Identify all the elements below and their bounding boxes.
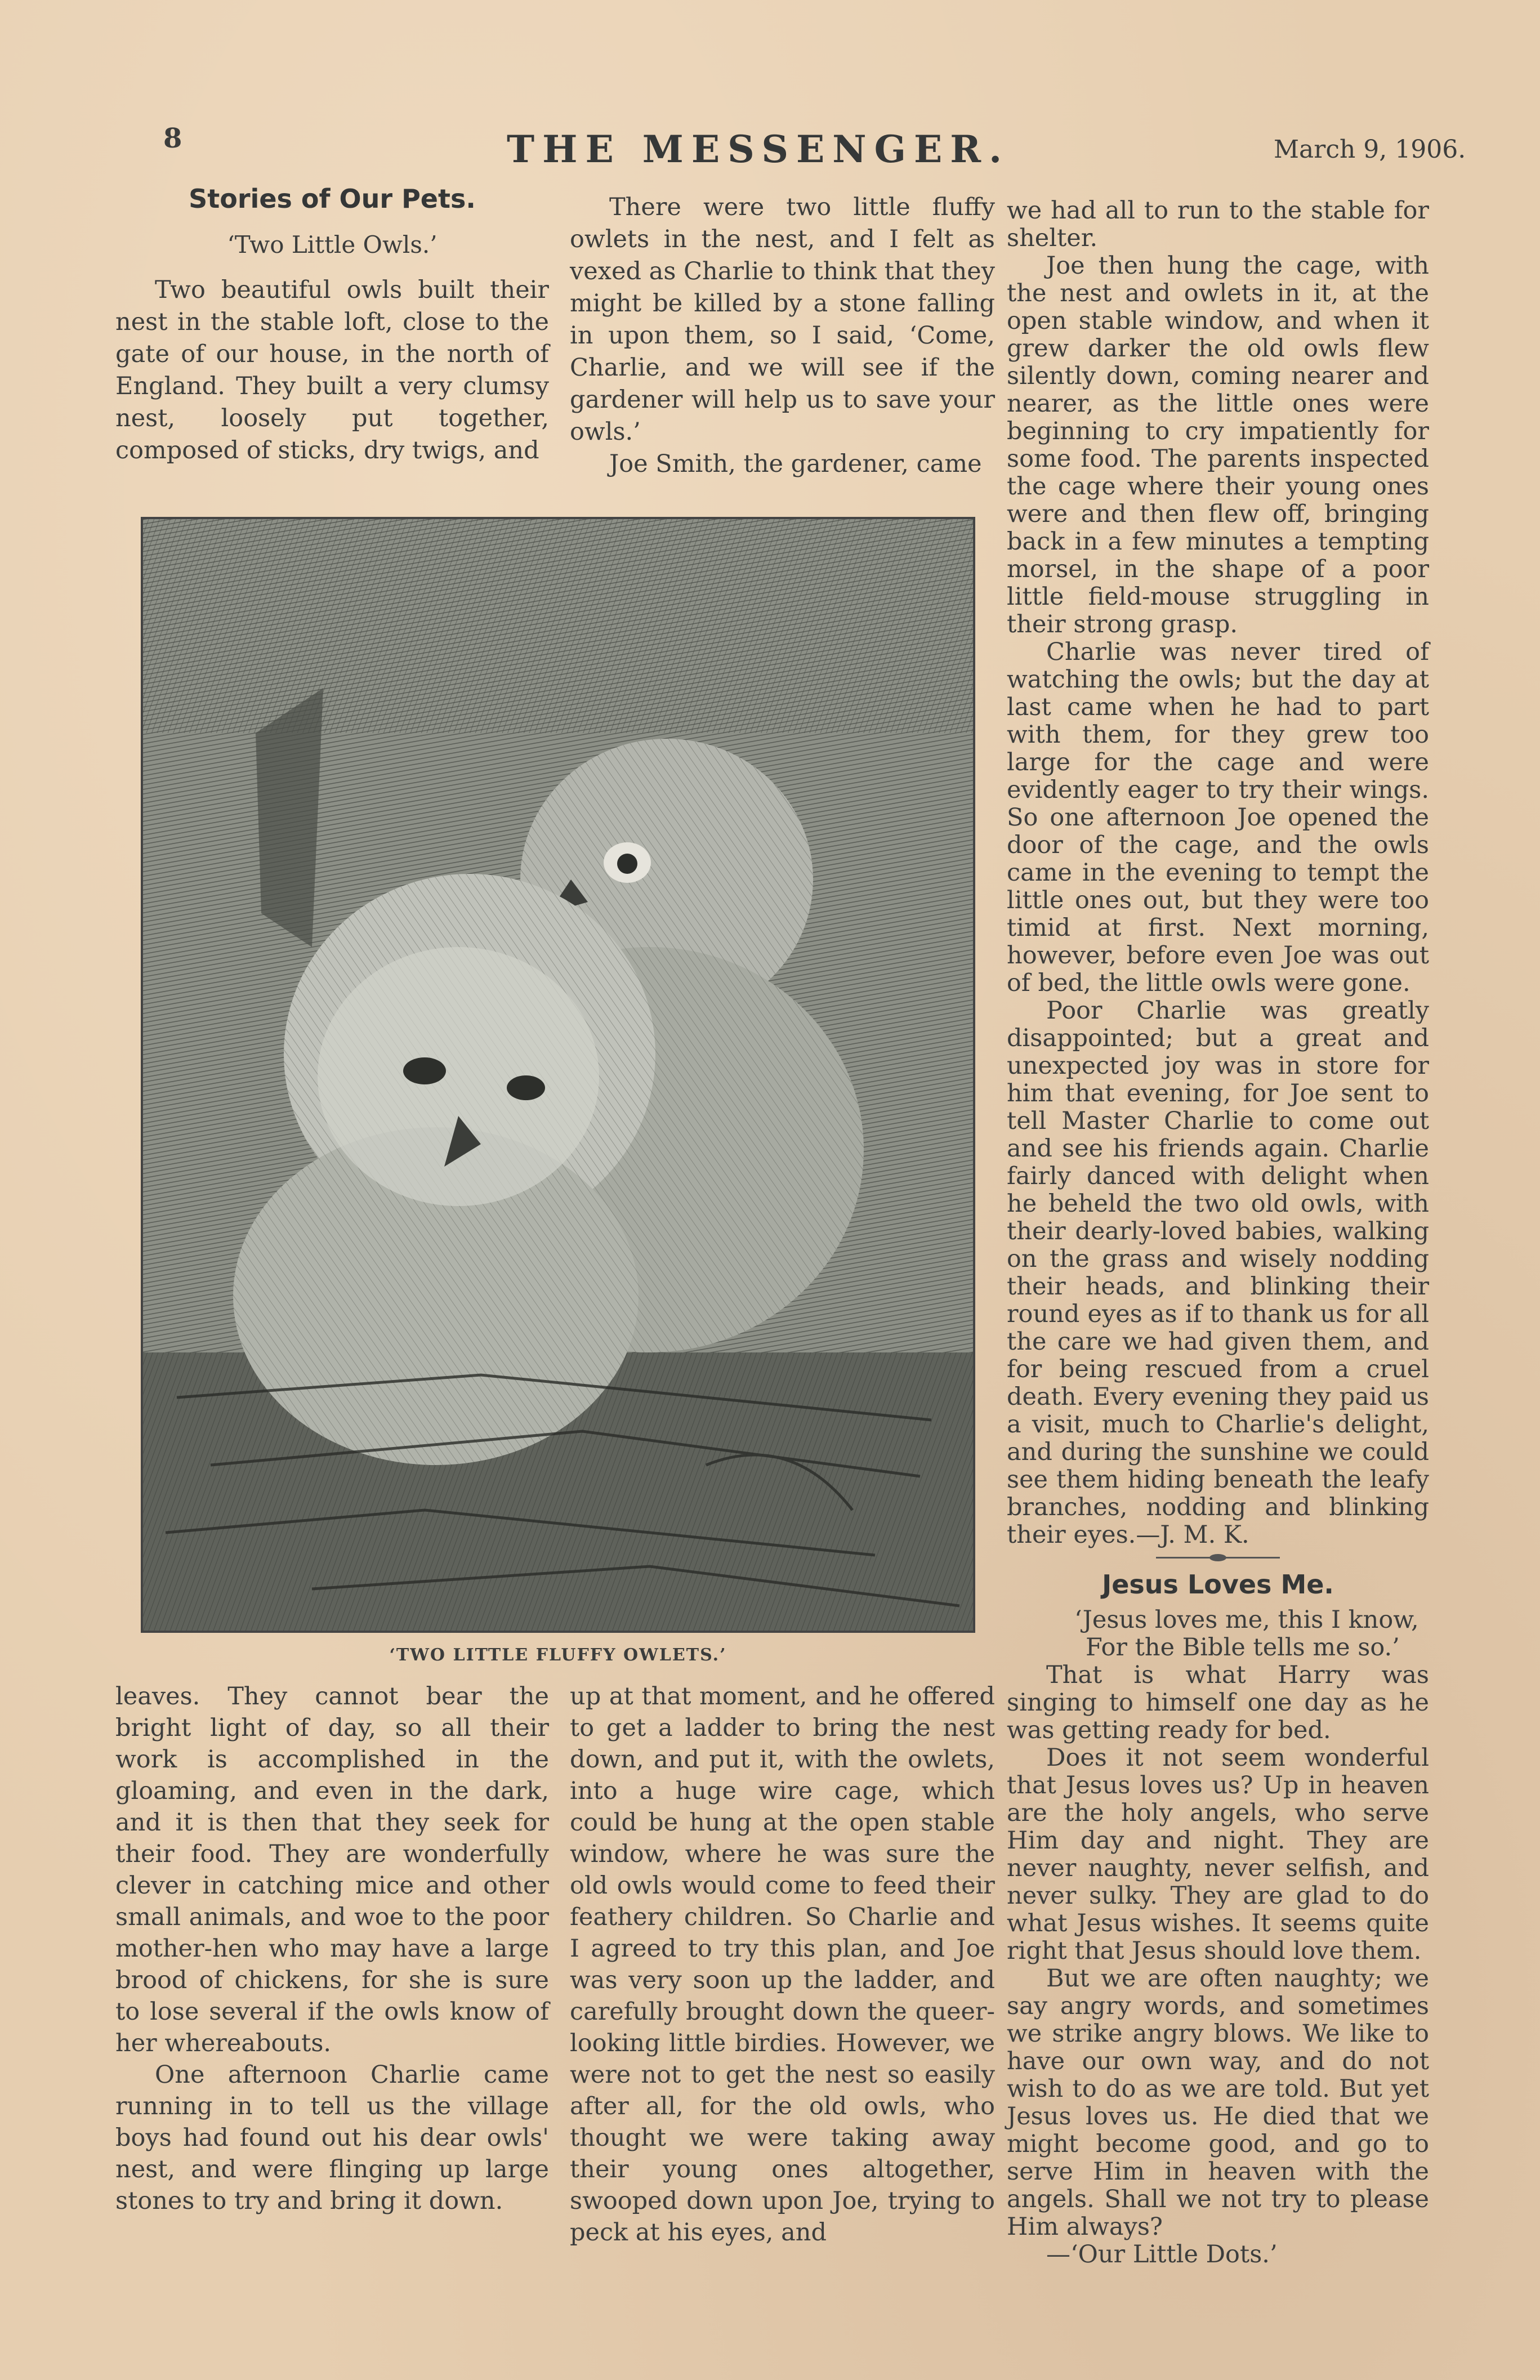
paragraph: One afternoon Charlie came running in to tell us the village boys had found out his dear owls' nest, and were flinging up large stones to try and bring it down. [115, 2061, 549, 2215]
masthead-title: THE MESSENGER. [507, 127, 1010, 171]
poem-line: ‘Jesus loves me, this I know, [1074, 1606, 1419, 1634]
paragraph: Joe then hung the cage, with the nest and owlets in it, at the open stable window, and when it grew darker the old owls flew silently down, coming nearer and nearer, as the little ones were beginning to cry impatiently for some food. The parents inspected the cage where their young ones were and then flew off, bringing back in a few minutes a tempting morsel, in the shape of a poor little field-mouse struggling in their strong grasp. [1007, 252, 1429, 638]
paragraph: There were two little fluffy owlets in the nest, and I felt as vexed as Charlie to think that they might be killed by a stone falling in upon them, so I said, ‘Come, Charlie, and we will see if the gardener will help us to save your owls.’ [570, 193, 995, 446]
paragraph: Two beautiful owls built their nest in the stable loft, close to the gate of our house, in the north of England. They built a very clumsy nest, loosely put together, composed of sticks, dry twigs, and [115, 276, 549, 465]
poem-line: For the Bible tells me so.’ [1086, 1633, 1400, 1662]
paragraph: we had all to run to the stable for shelter. [1007, 197, 1429, 252]
column-a-top [115, 183, 549, 467]
paragraph: That is what Harry was singing to himself one day as he was getting ready for bed. [1007, 1661, 1429, 1744]
owlets-illustration [141, 517, 975, 1633]
paragraph: up at that moment, and he offered to get a ladder to bring the nest down, and put it, with the owlets, into a huge wire cage, which could be hung at the open stable window, where he was sure the old owls would come to feed their feathery children. So Charlie and I agreed to try this plan, and Joe was very soon up the ladder, and carefully brought down the queer-looking little birdies. However, we were not to get the nest so easily after all, for the old owls, who thought we were taking away their young ones altogether, swooped down upon Joe, trying to peck at his eyes, and [570, 1682, 995, 2247]
issue-date: March 9, 1906. [1274, 135, 1466, 164]
paragraph: leaves. They cannot bear the bright light of day, so all their work is accomplished in the gloaming, and even in the dark, and it is then that they seek for their food. They are wonderfully clever in catching mice and other small animals, and woe to the poor mother-hen who may have a large brood of chickens, for she is sure to lose several if the owls know of her whereabouts. [115, 1682, 549, 2057]
section-divider [1156, 1557, 1280, 1559]
paragraph: Charlie was never tired of watching the owls; but the day at last came when he had to part with them, for they grew too large for the cage and were evidently eager to try their wings. So one afternoon Joe opened the door of the cage, and the owls came in the evening to tempt the little ones out, but they were too timid at first. Next morning, however, before even Joe was out of bed, the little owls were gone. [1007, 638, 1429, 997]
article-heading: Stories of Our Pets. [189, 184, 476, 214]
column-b-bottom [570, 1681, 995, 2248]
page-number: 8 [163, 123, 182, 154]
column-b-top [570, 191, 995, 480]
article-subheading: ‘Two Little Owls.’ [227, 231, 438, 258]
owlets-engraving [143, 519, 973, 1631]
article-heading: Jesus Loves Me. [1102, 1569, 1334, 1600]
attribution: —‘Our Little Dots.’ [1046, 2240, 1278, 2269]
illustration-caption: ‘TWO LITTLE FLUFFY OWLETS.’ [389, 1645, 727, 1665]
paragraph: Poor Charlie was greatly disappointed; but a great and unexpected joy was in store for him that evening, for Joe sent to tell Master Charlie to come out and see his friends again. Charlie fairly danced with delight when he beheld the two old owls, with their dearly-loved babies, walking on the grass and wisely nodding their heads, and blinking their round eyes as if to thank us for all the care we had given them, and for being rescued from a cruel death. Every evening they paid us a visit, much to Charlie's delight, and during the sunshine we could see them hiding beneath the leafy branches, nodding and blinking their eyes.—J. M. K. [1007, 997, 1429, 1549]
paragraph: Joe Smith, the gardener, came [609, 450, 982, 478]
paragraph: But we are often naughty; we say angry words, and sometimes we strike angry blows. We like to have our own way, and do not wish to do as we are told. But yet Jesus loves us. He died that we might become good, and go to serve Him in heaven with the angels. Shall we not try to please Him always? [1007, 1964, 1429, 2241]
column-c [1007, 197, 1429, 2269]
column-a-bottom [115, 1681, 549, 2217]
paragraph: Does it not seem wonderful that Jesus loves us? Up in heaven are the holy angels, who serve Him day and night. They are never naughty, never selfish, and never sulky. They are glad to do what Jesus wishes. It seems quite right that Jesus should love them. [1007, 1744, 1429, 1965]
